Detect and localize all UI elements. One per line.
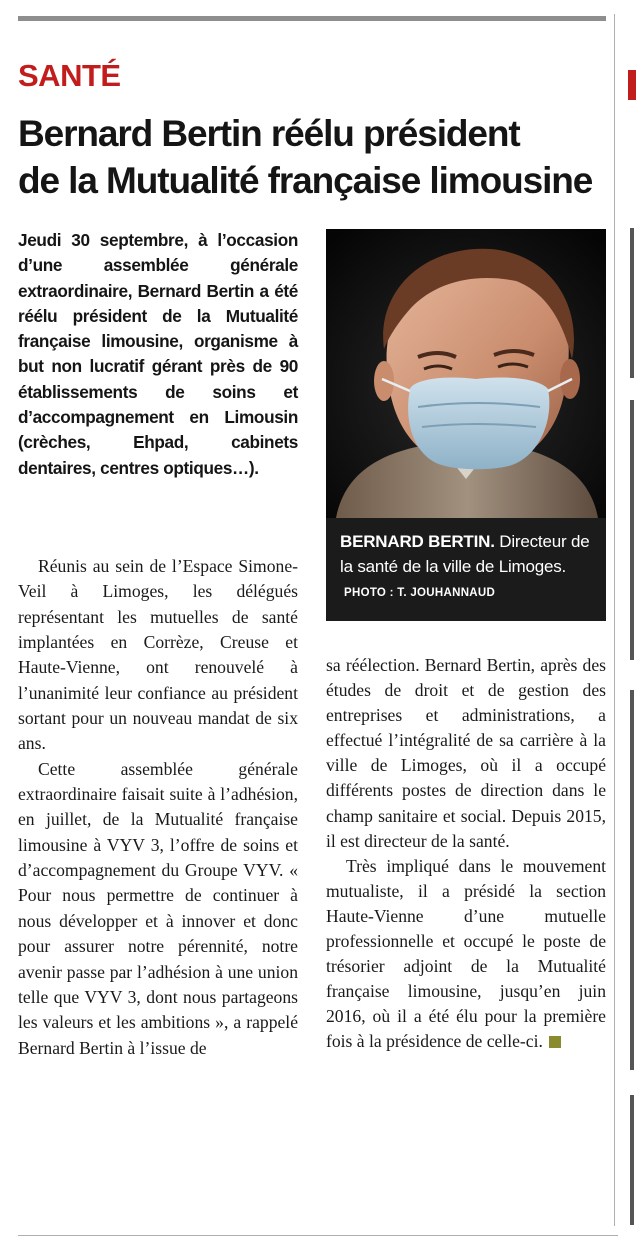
body-paragraph-2: Cette assemblée générale extraordinaire faisait suite à l’adhésion, en juillet, de la Mutualité française limousine à VYV 3, l’offre de soins et d’accompagnement du Groupe VYV. « Pour nous permettre de continuer à nous développer et à innover et donc pour assurer notre pérennité, notre avenir passe par l’adhésion à une union telle que VYV 3, dont nous partageons les valeurs et les ambitions », a rappelé Bernard Bertin à l’issue de bbox=[18, 758, 298, 1058]
photo-caption bbox=[326, 518, 606, 621]
caption-text: Directeur de la santé de la ville de Limoges. bbox=[340, 532, 590, 576]
adjacent-article-edge bbox=[628, 70, 636, 100]
body-paragraph-2-continued: sa réélection. Bernard Bertin, après des études de droit et de gestion des entreprises et administrations, a effectué l’intégralité de sa carrière à la ville de Limoges, où il a occupé différents postes de direction dans le champ sanitaire et social. Depuis 2015, il est directeur de la santé. bbox=[326, 655, 606, 851]
caption-name: BERNARD BERTIN. bbox=[340, 532, 495, 551]
body-paragraph-1: Réunis au sein de l’Espace Simone-Veil à Limoges, les délégués représentant les mutuelles de santé implantées en Corrèze, Creuse et Haute-Vienne, ont renouvelé à l’unanimité leur confiance au président sortant pour un nouveau mandat de six ans. bbox=[18, 556, 298, 754]
headline-line-1: Bernard Bertin réélu président bbox=[18, 113, 520, 154]
bottom-rule bbox=[18, 1235, 618, 1236]
portrait-photo bbox=[326, 229, 606, 518]
adjacent-text-edge bbox=[630, 690, 634, 1070]
top-rule bbox=[18, 16, 606, 21]
body-paragraph-3-text: Très impliqué dans le mouvement mutualiste, il a présidé la section Haute-Vienne d’une mutuelle professionnelle et occupé le poste de trésorier adjoint de la Mutualité française limousine, jusqu’en juin 2016, où il a été élu pour la première fois à la présidence de celle-ci. bbox=[326, 855, 606, 1052]
lead-paragraph: Jeudi 30 septembre, à l’occasion d’une assemblée générale extraordinaire, Bernard Bertin a été réélu président de la Mutualité française limousine, organisme à but non lucratif gérant près de 90 établissements de soins et d’accompagnement en Limousin (crèches, Ehpad, cabinets dentaires, centres optiques…). bbox=[18, 230, 298, 478]
adjacent-text-edge bbox=[630, 228, 634, 378]
adjacent-text-edge bbox=[630, 400, 634, 660]
end-of-article-icon bbox=[549, 1036, 561, 1048]
article-body-left bbox=[18, 554, 298, 1061]
column-divider bbox=[614, 14, 615, 1226]
headline bbox=[18, 110, 610, 204]
photo-credit: PHOTO : T. JOUHANNAUD bbox=[344, 587, 496, 599]
article-body-right bbox=[326, 653, 606, 1055]
body-paragraph-3 bbox=[326, 854, 606, 1055]
adjacent-text-edge bbox=[630, 1095, 634, 1225]
section-label: SANTÉ bbox=[18, 58, 121, 93]
portrait-photo-icon bbox=[326, 229, 606, 518]
headline-line-2: de la Mutualité française limousine bbox=[18, 160, 593, 201]
